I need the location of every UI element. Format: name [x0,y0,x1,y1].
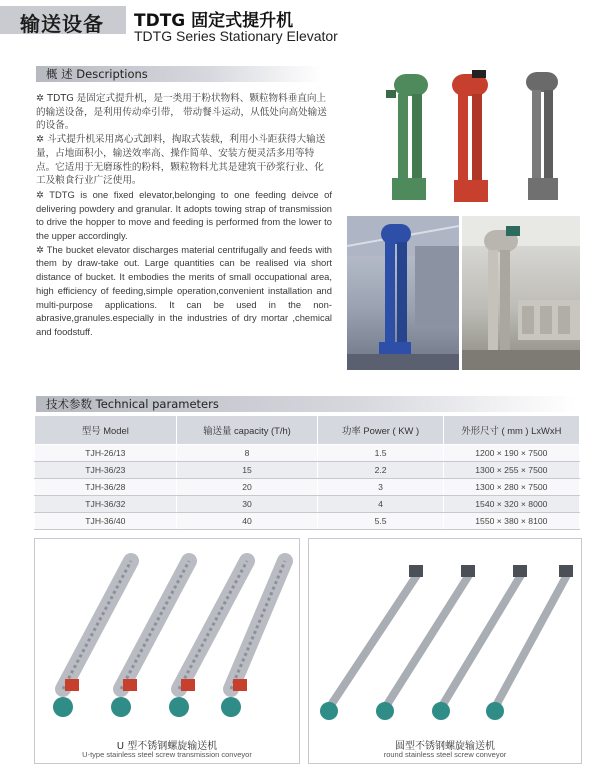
factory-scene-1 [347,216,459,370]
cell-capacity: 20 [176,479,318,496]
u-type-caption-cn: U 型不锈钢螺旋输送机 [116,741,218,752]
description-cn-2: ✲ 斗式提升机采用离心式卸料，掏取式装载，利用小斗距获得大输送量，占地面积小，输送效率高、操作简单、安装方便灵活多用等特点。它适用于无磨琢性的粉料，颗粒物料尤其是建筑干砂浆行业、化工及粮食行业广泛使用。 [36,134,326,187]
table-row [35,496,580,513]
cell-model: TJH-36/28 [35,479,177,496]
product-title: TDTG 固定式提升机 [134,11,294,31]
category-title: 输送设备 [20,12,104,36]
cell-model: TJH-36/23 [35,462,177,479]
u-type-caption-en: U-type stainless steel screw transmission conveyor [82,750,252,759]
round-conveyors-illustration [309,539,581,735]
table-row [35,513,580,530]
cell-model: TJH-26/13 [35,445,177,462]
cell-power: 3 [318,479,443,496]
factory-scene-2 [462,216,580,370]
cell-power: 2.2 [318,462,443,479]
descriptions-heading: 概 述 Descriptions [36,66,322,82]
round-caption-cn: 圆型不锈钢螺旋输送机 [395,741,495,752]
column-header: 输送量 capacity (T/h) [176,416,318,445]
descriptions-text [36,92,332,339]
cell-dimensions: 1200 × 190 × 7500 [443,445,579,462]
column-header: 外形尺寸 ( mm ) LxWxH [443,416,579,445]
factory-photo-grey-elevator [462,216,580,370]
factory-photo-blue-elevator [347,216,459,370]
cell-power: 5.5 [318,513,443,530]
description-en-1: ✲ TDTG is one fixed elevator,belonging to one feeding deivce of delivering powdery and granular. It adopts towing strap of transmission to drive the hopper to move and feeding is performed from the lower to the upper accordingly. [36,188,332,242]
cell-capacity: 8 [176,445,318,462]
table-header-row [35,416,580,445]
cell-dimensions: 1300 × 255 × 7500 [443,462,579,479]
cell-power: 4 [318,496,443,513]
cell-capacity: 40 [176,513,318,530]
table-row [35,479,580,496]
technical-parameters-table [34,415,580,530]
round-caption-en: round stainless steel screw conveyor [383,750,507,759]
cell-power: 1.5 [318,445,443,462]
column-header: 功率 Power ( KW ) [318,416,443,445]
technical-heading: 技术参数 Technical parameters [36,396,576,412]
u-type-conveyor-panel [34,538,300,764]
column-header: 型号 Model [35,416,177,445]
cell-capacity: 30 [176,496,318,513]
cell-capacity: 15 [176,462,318,479]
u-type-conveyors-illustration [35,539,299,735]
cell-model: TJH-36/40 [35,513,177,530]
cell-dimensions: 1550 × 380 × 8100 [443,513,579,530]
elevators-photo [378,66,578,208]
table-row [35,462,580,479]
cell-model: TJH-36/32 [35,496,177,513]
table-row [35,445,580,462]
description-en-2: ✲ The bucket elevator discharges material centrifugally and feeds with them by draw-take out. Large quantities can be realised via short distance of bucket. It embodies the merits of small occupational area, high efficiency of feeding,simple operation,convenient installation and multi-purpose applications. It can be used in the non-abrasive,granules.especially in the industries of dry mortar ,chemical and foodstuff. [36,243,332,337]
cell-dimensions: 1300 × 280 × 7500 [443,479,579,496]
round-conveyor-panel [308,538,582,764]
product-subtitle: TDTG Series Stationary Elevator [134,28,338,44]
description-cn-1: ✲ TDTG 是固定式提升机，是一类用于粉状物料、颗粒物料垂直向上的输送设备，是利用传动牵引带， 带动餐斗运动，从低处向高处输送的设备。 [36,93,327,132]
elevators-illustration [378,66,578,208]
cell-dimensions: 1540 × 320 × 8000 [443,496,579,513]
